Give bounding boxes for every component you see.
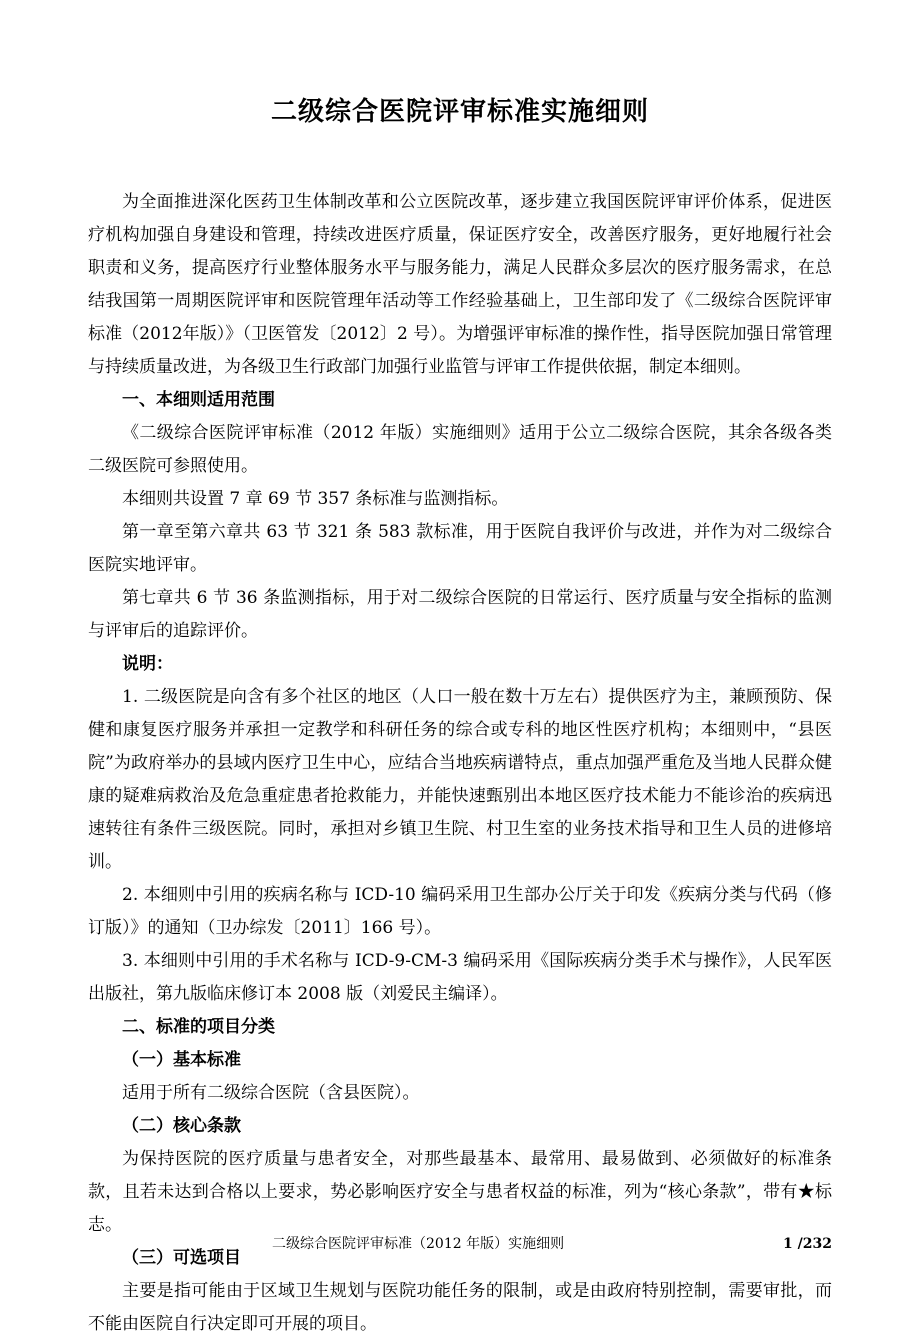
section-2-heading: 二、标准的项目分类 [122, 1017, 275, 1037]
section-1-paragraph-2: 本细则共设置 7 章 69 节 357 条标准与监测指标。 [122, 489, 509, 509]
note-3: 3. 本细则中引用的手术名称与 ICD-9-CM-3 编码采用《国际疾病分类手术与操作》，人民军医出版社，第九版临床修订本 2008 版（刘爱民主编译）。 [88, 951, 832, 1004]
subsection-basic-heading: （一）基本标准 [122, 1050, 241, 1070]
subsection-optional-text: 主要是指可能由于区域卫生规划与医院功能任务的限制，或是由政府特别控制，需要审批，而不能由医院自行决定即可开展的项目。 [88, 1281, 832, 1334]
section-1-paragraph-4: 第七章共 6 节 36 条监测指标，用于对二级综合医院的日常运行、医疗质量与安全指标的监测与评审后的追踪评价。 [88, 588, 832, 641]
subsection-basic-text: 适用于所有二级综合医院（含县医院）。 [122, 1083, 420, 1103]
subsection-core-text: 为保持医院的医疗质量与患者安全，对那些最基本、最常用、最易做到、必须做好的标准条款，且若未达到合格以上要求，势必影响医疗安全与患者权益的标准，列为“核心条款”，带有★标志。 [88, 1149, 832, 1235]
intro-paragraph: 为全面推进深化医药卫生体制改革和公立医院改革，逐步建立我国医院评审评价体系，促进医疗机构加强自身建设和管理，持续改进医疗质量，保证医疗安全，改善医疗服务，更好地履行社会职责和义务，提高医疗行业整体服务水平与服务能力，满足人民群众多层次的医疗服务需求，在总结我国第一周期医院评审和医院管理年活动等工作经验基础上，卫生部印发了《二级综合医院评审标准（2012年版）》（卫医管发〔2012〕2 号）。为增强评审标准的操作性，指导医院加强日常管理与持续质量改进，为各级卫生行政部门加强行业监管与评审工作提供依据，制定本细则。 [88, 192, 832, 377]
document-title: 二级综合医院评审标准实施细则 [270, 97, 649, 127]
subsection-optional-heading: （三）可选项目 [122, 1248, 241, 1268]
page-footer [88, 1232, 832, 1256]
section-1-paragraph-1: 《二级综合医院评审标准（2012 年版）实施细则》适用于公立二级综合医院，其余各级各类二级医院可参照使用。 [88, 423, 832, 476]
note-2: 2. 本细则中引用的疾病名称与 ICD-10 编码采用卫生部办公厅关于印发《疾病分类与代码（修订版）》的通知（卫办综发〔2011〕166 号）。 [88, 885, 832, 938]
footer-title: 二级综合医院评审标准（2012 年版）实施细则 [272, 1236, 565, 1252]
notes-heading: 说明： [122, 654, 173, 674]
note-1: 1. 二级医院是向含有多个社区的地区（人口一般在数十万左右）提供医疗为主，兼顾预防、保健和康复医疗服务并承担一定教学和科研任务的综合或专科的地区性医疗机构；本细则中，“县医院”为政府举办的县域内医疗卫生中心，应结合当地疾病谱特点，重点加强严重危及当地人民群众健康的疑难病救治及危急重症患者抢救能力，并能快速甄别出本地区医疗技术能力不能诊治的疾病迅速转往有条件三级医院。同时，承担对乡镇卫生院、村卫生室的业务技术指导和卫生人员的进修培训。 [88, 687, 832, 872]
page-number: 1 /232 [783, 1236, 832, 1252]
section-1-paragraph-3: 第一章至第六章共 63 节 321 条 583 款标准，用于医院自我评价与改进，并作为对二级综合医院实地评审。 [88, 522, 832, 575]
subsection-core-heading: （二）核心条款 [122, 1116, 241, 1136]
section-1-heading: 一、本细则适用范围 [122, 390, 275, 410]
document-body [88, 186, 832, 1341]
